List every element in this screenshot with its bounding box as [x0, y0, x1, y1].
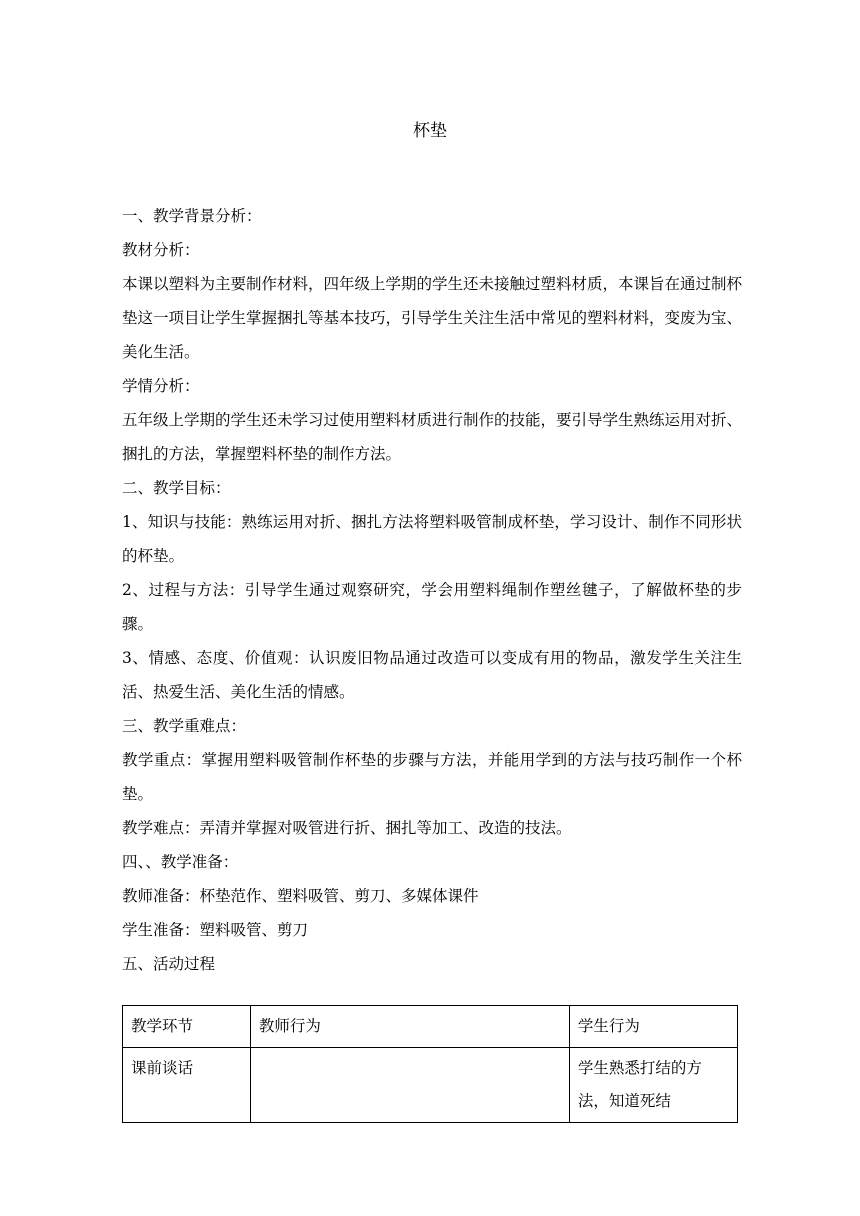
section-heading-preparation: 四、、教学准备：	[122, 853, 239, 871]
subheading-student-analysis: 学情分析：	[122, 377, 200, 395]
paragraph-difficult-point: 教学难点：弄清并掌握对吸管进行折、捆扎等加工、改造的技法。	[122, 819, 572, 837]
paragraph-key-point: 教学重点：掌握用塑料吸管制作杯垫的步骤与方法，并能用学到的方法与技巧制作一个杯垫。	[122, 751, 742, 803]
objective-emotion-values: 3、情感、态度、价值观：认识废旧物品通过改造可以变成有用的物品，激发学生关注生活、热爱生活、美化生活的情感。	[122, 649, 742, 701]
table-cell: 课前谈话	[123, 1048, 251, 1123]
header-teaching-stage: 教学环节	[123, 1006, 251, 1048]
objective-knowledge-skills: 1、知识与技能：熟练运用对折、捆扎方法将塑料吸管制成杯垫，学习设计、制作不同形状的杯垫。	[122, 513, 742, 565]
activity-table	[122, 1005, 738, 1123]
paragraph-student-preparation: 学生准备：塑料吸管、剪刀	[122, 921, 309, 939]
header-teacher-behavior: 教师行为	[250, 1006, 569, 1048]
header-student-behavior: 学生行为	[569, 1006, 737, 1048]
paragraph-student-analysis: 五年级上学期的学生还未学习过使用塑料材质进行制作的技能，要引导学生熟练运用对折、捆扎的方法，掌握塑料杯垫的制作方法。	[122, 411, 743, 463]
paragraph-material-analysis: 本课以塑料为主要制作材料，四年级上学期的学生还未接触过塑料材质，本课旨在通过制杯垫这一项目让学生掌握捆扎等基本技巧，引导学生关注生活中常见的塑料材料，变废为宝、美化生活。	[122, 275, 743, 361]
objective-process-methods: 2、过程与方法：引导学生通过观察研究，学会用塑料绳制作塑丝毽子，了解做杯垫的步骤。	[122, 581, 742, 633]
document-body	[122, 199, 742, 981]
table-row	[123, 1048, 738, 1123]
section-heading-process: 五、活动过程	[122, 955, 216, 973]
table-cell: 学生熟悉打结的方法，知道死结	[569, 1048, 737, 1123]
table-header-row	[123, 1006, 738, 1048]
section-heading-objectives: 二、教学目标：	[122, 479, 231, 497]
document-title: 杯垫	[413, 121, 447, 141]
section-heading-background: 一、教学背景分析：	[122, 207, 262, 225]
table-cell	[250, 1048, 569, 1123]
paragraph-teacher-preparation: 教师准备：杯垫范作、塑料吸管、剪刀、多媒体课件	[122, 887, 479, 905]
subheading-material-analysis: 教材分析：	[122, 241, 200, 259]
section-heading-key-points: 三、教学重难点：	[122, 717, 247, 735]
